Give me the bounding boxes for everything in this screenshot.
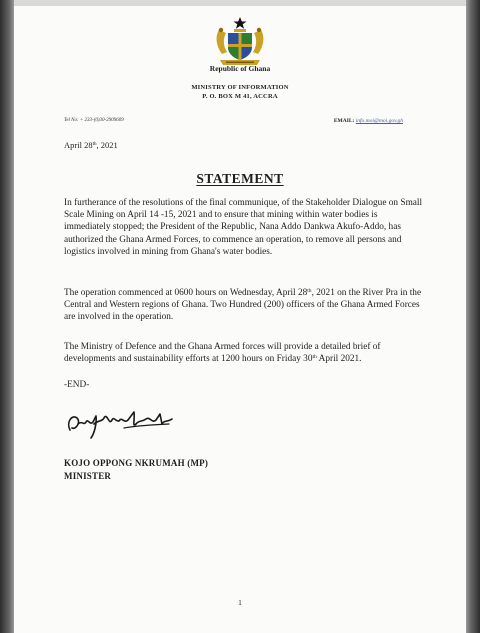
paragraph-3-part-1: The Ministry of Defence and the Ghana Armed forces will provide a detailed brief of developments and sustainability efforts at 1200 hours on Friday 30: [64, 342, 381, 365]
page-number: 1: [238, 598, 242, 607]
statement-date: [64, 140, 118, 150]
paragraph-2-part-2: , 2021 on the River Pra in the Central and Western regions of Ghana. Two Hundred (200) officers of the Ghana Armed Forces are involved in the operation.: [64, 288, 422, 323]
statement-title: [14, 171, 466, 187]
handwritten-signature: [64, 404, 194, 442]
paragraph-3: [64, 341, 424, 365]
email-label: EMAIL:: [333, 118, 355, 124]
photo-edge-right: [466, 0, 480, 633]
republic-heading: Republic of Ghana: [209, 64, 271, 73]
telephone-number: Tel No: + 233-(0)30-2909609: [64, 118, 124, 123]
signatory-name: KOJO OPPONG NKRUMAH (MP): [64, 458, 209, 468]
paragraph-2-suffix: th: [307, 287, 312, 294]
date-year: , 2021: [96, 140, 118, 150]
ghana-coat-of-arms-icon: [210, 16, 270, 68]
statement-title-text: STATEMENT: [196, 171, 284, 186]
ministry-heading: MINISTRY OF INFORMATION: [191, 84, 289, 91]
paragraph-3-part-2: April 2021.: [316, 354, 362, 365]
paragraph-1: In furtherance of the resolutions of the final communique, of the Stakeholder Dialogue on Small Scale Mining on April 14 -15, 2021 and to ensure that mining within water bodies is immediately stopped; the President of the Republic, Nana Addo Dankwa Akufo-Addo, has authorized the Ghana Armed Forces, to commence an operation, to remove all persons and logistics involved in mining from Ghana's water bodies.: [64, 198, 423, 257]
paragraph-2-part-1: The operation commenced at 0600 hours on Wednesday, April 28: [64, 288, 308, 298]
email-block: [334, 118, 403, 124]
postal-address: P. O. BOX M 41, ACCRA: [202, 93, 278, 100]
date-text: April 28: [64, 140, 93, 150]
signatory-title: MINISTER: [64, 471, 112, 481]
paragraph-2: [64, 287, 424, 324]
document-page: [14, 6, 466, 633]
date-suffix: th: [92, 141, 97, 148]
photo-edge-left: [0, 0, 14, 633]
paragraph-3-suffix: th: [312, 354, 317, 361]
email-link[interactable]: info.moi@moi.gov.gh: [355, 118, 403, 124]
end-marker: -END-: [64, 380, 90, 390]
